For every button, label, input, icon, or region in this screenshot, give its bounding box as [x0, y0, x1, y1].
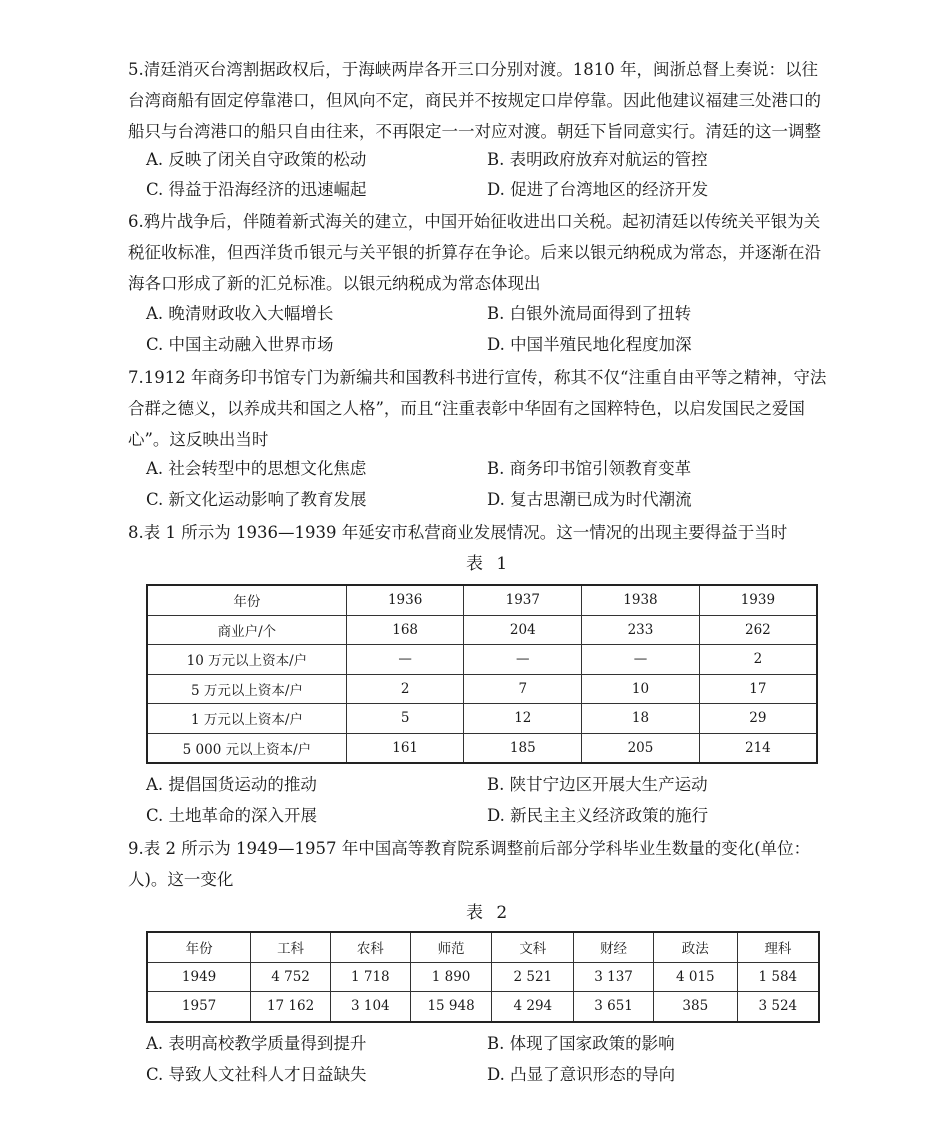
option-b[interactable]: B. 陕甘宁边区开展大生产运动	[487, 775, 708, 794]
table-header-row	[147, 932, 819, 962]
table-cell: 年份	[147, 932, 251, 962]
table-1	[146, 584, 818, 764]
table-row	[147, 992, 819, 1022]
table-cell: —	[346, 645, 464, 675]
table-cell: 1939	[699, 585, 817, 615]
option-a[interactable]: A. 提倡国货运动的推动	[146, 775, 317, 794]
table-cell: 1 718	[330, 962, 410, 992]
table-cell: 文科	[492, 932, 574, 962]
table-cell: 7	[464, 674, 582, 704]
table-cell: 1 584	[737, 962, 819, 992]
table-cell: 3 651	[574, 992, 654, 1022]
table-header-row	[147, 585, 817, 615]
table-cell: 1 万元以上资本/户	[147, 704, 346, 734]
table-cell: 商业户/个	[147, 615, 346, 645]
option-c[interactable]: C. 中国主动融入世界市场	[146, 335, 334, 354]
option-d[interactable]: D. 凸显了意识形态的导向	[487, 1065, 676, 1084]
table-cell: 17 162	[251, 992, 331, 1022]
table-cell: 12	[464, 704, 582, 734]
options-row	[146, 485, 846, 515]
question-text: 6.鸦片战争后，伴随着新式海关的建立，中国开始征收进出口关税。起初清廷以传统关平银为关税征收标准，但西洋货币银元与关平银的折算存在争论。后来以银元纳税成为常态，并逐渐在沿海各口形成了新的汇兑标准。以银元纳税成为常态体现出	[128, 212, 821, 293]
table-cell: 262	[699, 615, 817, 645]
option-d[interactable]: D. 中国半殖民地化程度加深	[487, 335, 692, 354]
option-c[interactable]: C. 得益于沿海经济的迅速崛起	[146, 180, 367, 199]
table-row	[147, 733, 817, 763]
option-d[interactable]: D. 新民主主义经济政策的施行	[487, 806, 709, 825]
table-cell: 财经	[574, 932, 654, 962]
table-cell: 1949	[147, 962, 251, 992]
option-d[interactable]: D. 促进了台湾地区的经济开发	[487, 180, 709, 199]
option-d[interactable]: D. 复古思潮已成为时代潮流	[487, 490, 692, 509]
question-9	[128, 833, 828, 895]
table-cell: 168	[346, 615, 464, 645]
option-a[interactable]: A. 表明高校教学质量得到提升	[146, 1034, 367, 1053]
options-row	[146, 1060, 846, 1090]
table-cell: —	[464, 645, 582, 675]
option-a[interactable]: A. 社会转型中的思想文化焦虑	[146, 459, 367, 478]
question-7	[128, 362, 828, 455]
table-cell: 185	[464, 733, 582, 763]
table-cell: —	[582, 645, 700, 675]
table-cell: 233	[582, 615, 700, 645]
question-text: 9.表 2 所示为 1949—1957 年中国高等教育院系调整前后部分学科毕业生数量的变化(单位：人)。这一变化	[128, 839, 811, 889]
table-cell: 214	[699, 733, 817, 763]
options-row	[146, 1029, 846, 1059]
table-cell: 17	[699, 674, 817, 704]
option-c[interactable]: C. 导致人文社科人才日益缺失	[146, 1065, 367, 1084]
table-cell: 161	[346, 733, 464, 763]
table-cell: 3 104	[330, 992, 410, 1022]
options-row	[146, 770, 846, 800]
table-row	[147, 674, 817, 704]
table-cell: 3 137	[574, 962, 654, 992]
options-row	[146, 175, 846, 205]
option-b[interactable]: B. 白银外流局面得到了扭转	[487, 304, 692, 323]
table-cell: 204	[464, 615, 582, 645]
table-cell: 5 万元以上资本/户	[147, 674, 346, 704]
table-cell: 1957	[147, 992, 251, 1022]
table-cell: 10	[582, 674, 700, 704]
table-cell: 年份	[147, 585, 346, 615]
options-row	[146, 299, 846, 329]
table-row	[147, 615, 817, 645]
option-b[interactable]: B. 表明政府放弃对航运的管控	[487, 150, 708, 169]
option-c[interactable]: C. 新文化运动影响了教育发展	[146, 490, 367, 509]
table-cell: 1937	[464, 585, 582, 615]
table-cell: 4 752	[251, 962, 331, 992]
option-a[interactable]: A. 反映了闭关自守政策的松动	[146, 150, 367, 169]
table-cell: 10 万元以上资本/户	[147, 645, 346, 675]
option-a[interactable]: A. 晚清财政收入大幅增长	[146, 304, 334, 323]
table-cell: 15 948	[410, 992, 492, 1022]
table-cell: 理科	[737, 932, 819, 962]
options-row	[146, 145, 846, 175]
table-row	[147, 962, 819, 992]
table-cell: 1938	[582, 585, 700, 615]
table-cell: 2 521	[492, 962, 574, 992]
options-row	[146, 454, 846, 484]
table-cell: 2	[346, 674, 464, 704]
table-1-caption: 表 1	[466, 554, 512, 574]
table-2	[146, 931, 820, 1023]
table-cell: 4 294	[492, 992, 574, 1022]
table-cell: 29	[699, 704, 817, 734]
table-cell: 5 000 元以上资本/户	[147, 733, 346, 763]
table-cell: 2	[699, 645, 817, 675]
question-6	[128, 206, 828, 299]
table-cell: 4 015	[653, 962, 737, 992]
question-text: 5.清廷消灭台湾割据政权后，于海峡两岸各开三口分别对渡。1810 年，闽浙总督上奏说：以往台湾商船有固定停靠港口，但风向不定，商民并不按规定口岸停靠。因此他建议福建三处港口的船只与台湾港口的船只自由往来，不再限定一一对应对渡。朝廷下旨同意实行。清廷的这一调整	[128, 60, 821, 141]
table-cell: 18	[582, 704, 700, 734]
table-row	[147, 645, 817, 675]
table-2-caption: 表 2	[466, 903, 512, 923]
table-cell: 5	[346, 704, 464, 734]
options-row	[146, 330, 846, 360]
options-row	[146, 801, 846, 831]
table-cell: 1936	[346, 585, 464, 615]
table-cell: 205	[582, 733, 700, 763]
question-5	[128, 54, 828, 147]
question-text: 7.1912 年商务印书馆专门为新编共和国教科书进行宣传，称其不仅“注重自由平等之精神，守法合群之德义，以养成共和国之人格”，而且“注重表彰中华固有之国粹特色，以启发国民之爱国心”。这反映出当时	[128, 368, 827, 449]
option-c[interactable]: C. 土地革命的深入开展	[146, 806, 318, 825]
table-cell: 政法	[653, 932, 737, 962]
question-text: 8.表 1 所示为 1936—1939 年延安市私营商业发展情况。这一情况的出现主要得益于当时	[128, 523, 788, 542]
table-cell: 1 890	[410, 962, 492, 992]
table-cell: 师范	[410, 932, 492, 962]
option-b[interactable]: B. 商务印书馆引领教育变革	[487, 459, 692, 478]
table-cell: 385	[653, 992, 737, 1022]
table-row	[147, 704, 817, 734]
table-cell: 3 524	[737, 992, 819, 1022]
table-cell: 工科	[251, 932, 331, 962]
option-b[interactable]: B. 体现了国家政策的影响	[487, 1034, 675, 1053]
table-cell: 农科	[330, 932, 410, 962]
question-8	[128, 517, 828, 548]
